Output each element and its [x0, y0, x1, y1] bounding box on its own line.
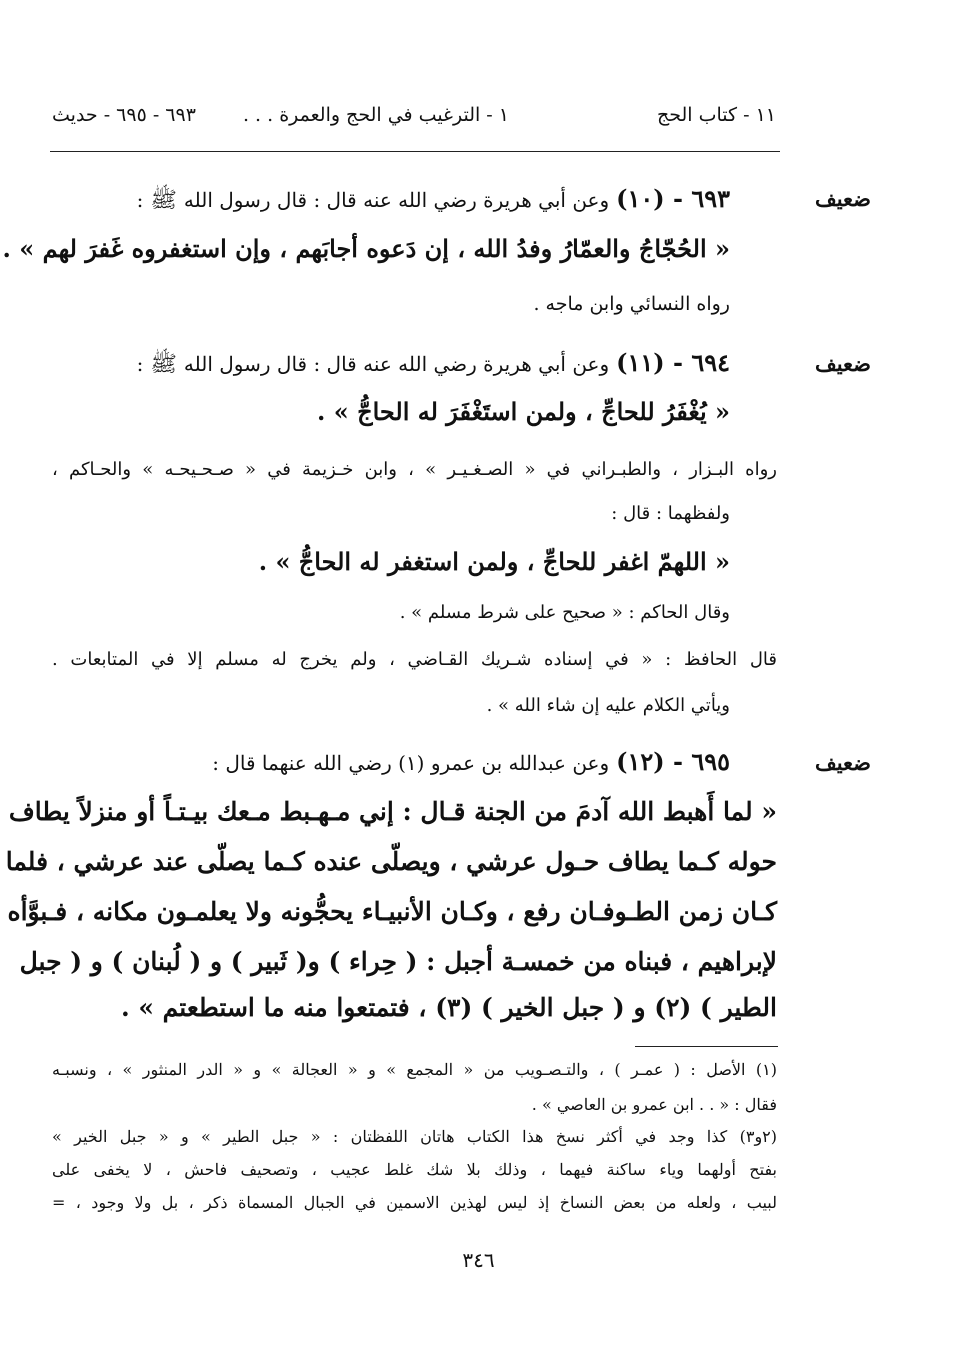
hadith-695-number: ٦٩٥ - (١٢): [616, 747, 730, 776]
hadith-695-text-line: « لما أَهبط الله آدمَ من الجنة قـال : إني مـهـبط مـعك بيـتـاً أو منزلاً يطاف: [8, 797, 777, 826]
hadith-693-number: ٦٩٣ - (١٠): [616, 184, 730, 213]
grade-label-693: ضعيف: [814, 186, 871, 211]
hadith-693-text: « الحُجّاجُ والعمّارُ وفدُ الله ، إن دَعوه أجابَهم ، وإن استغفروه غَفرَ لهم » .: [2, 234, 730, 263]
footnote-1-line1: (١) الأصل : ( عمـر ) ، والتـصـويب من « المجمع » و « العجالة » و « الدر المنثور » ، ونسبـه: [52, 1060, 777, 1079]
footnote-2-3-line3: لبيب ، ولعله من بعض النساخ إذ ليس لهذين الاسمين في الجبال المسماة ذكر ، بل ولا وجود ، =: [52, 1193, 777, 1212]
hadith-694-alt-text: « اللهمّ اغفر للحاجِّ ، ولمن استغفر له الحاجُّ » .: [258, 547, 730, 576]
hadith-693-intro: وعن أبي هريرة رضي الله عنه قال : قال رسول الله: [183, 188, 610, 212]
hakim-comment: وقال الحاكم : « صحيح على شرط مسلم » .: [399, 602, 730, 623]
footnote-rule: [635, 1046, 778, 1047]
hadith-695-text-line: حوله كـما يطاف حـول عرشي ، ويصلّى عنده كـما يصلّى عند عرشي ، فلما: [5, 847, 777, 876]
hadith-694-intro: وعن أبي هريرة رضي الله عنه قال : قال رسول الله: [183, 352, 610, 376]
footnote-1-line2: فقال : « . . ابن عمرو بن العاصي » .: [531, 1095, 777, 1114]
page-number: ٣٤٦: [462, 1248, 495, 1272]
hafiz-comment-line2: ويأتي الكلام عليه إن شاء الله » .: [486, 695, 730, 716]
intro-colon: :: [136, 188, 144, 212]
grade-label-695: ضعيف: [814, 750, 871, 775]
header-rule: [50, 151, 780, 152]
hadith-695-intro: وعن عبدالله بن عمرو (١) رضي الله عنهما قال :: [212, 751, 610, 775]
header-section: ١ - الترغيب في الحج والعمرة . . .: [242, 104, 509, 126]
header-hadith-range: ٦٩٣ - ٦٩٥ - حديث: [52, 104, 196, 126]
hadith-695-intro-line: [212, 747, 730, 776]
hadith-694-number: ٦٩٤ - (١١): [616, 348, 730, 377]
hadith-694-source-line1: رواه البـزار ، والطبـراني في « الصـغـيـر » ، وابن خـزيمة في « صـحـيحـه » والحـاكم ،: [52, 459, 777, 480]
hadith-695-text-line: كـان زمن الطـوفـان رفع ، وكـان الأنبيـاء يحجُّونه ولا يعلمـون مكانه ، فـبوَّأه: [7, 897, 777, 926]
hadith-693-intro-line: [137, 184, 730, 218]
hadith-695-text-line: الطير ) (٢) و ( جبل الخير ) (٣) ، فتمتعوا منه ما استطعتم » .: [120, 993, 777, 1022]
hadith-694-source-line2: ولفظهما : قال :: [611, 503, 730, 524]
hadith-694-intro-line: [137, 348, 730, 382]
footnote-2-3-line2: بفتح أولهما وياء ساكنة فيهما ، وذلك بلا شك غلط عجيب ، وتصحيف فاحش ، لا يخفى على: [52, 1160, 777, 1179]
honorific-glyph: ﷺ: [150, 352, 177, 377]
honorific-glyph: ﷺ: [150, 188, 177, 213]
grade-label-694: ضعيف: [814, 351, 871, 376]
hadith-693-source: رواه النسائي وابن ماجه .: [533, 293, 730, 315]
footnote-2-3-line1: (٢و٣) كذا وجد في أكثر نسخ هذا الكتاب هاتان اللفظتان : « جبل الطير » و « جبل الخير »: [52, 1127, 778, 1146]
hafiz-comment-line1: قال الحافظ : « في إسناده شـريك القـاضي ، ولم يخرج له مسلم إلا في المتابعات .: [52, 649, 777, 670]
intro-colon: :: [136, 352, 144, 376]
hadith-695-text-line: لإبراهيم ، فبناه من خمسـة أجبل : ( حِراء ) و( ثَبير ) و ( لُبنان ) و ( جبل: [19, 947, 777, 976]
hadith-694-text: « يُغْفَرُ للحاجِّ ، ولمن استَغْفَرَ له الحاجُّ » .: [317, 397, 730, 426]
header-chapter: ١١ - كتاب الحج: [656, 104, 776, 126]
